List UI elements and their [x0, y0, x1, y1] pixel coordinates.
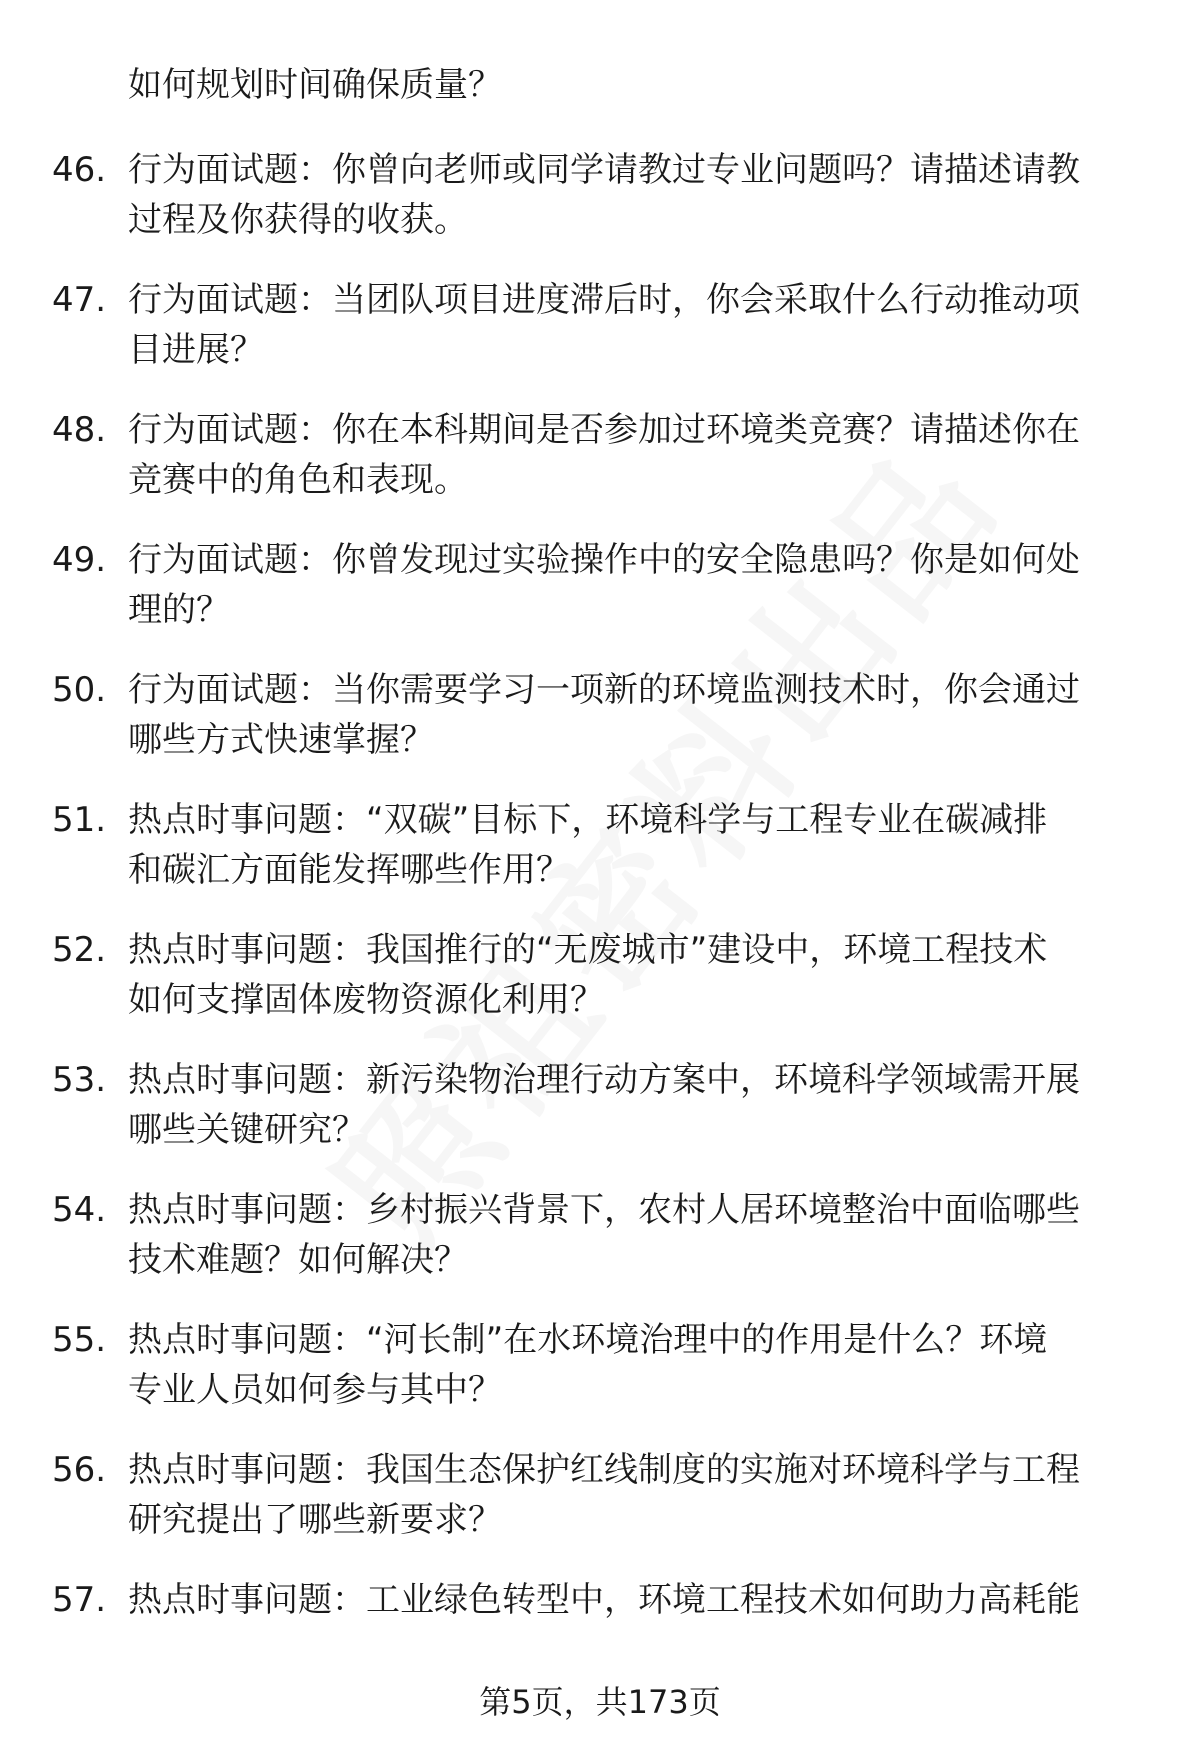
question-item [0, 405, 1200, 535]
question-text [128, 1445, 1133, 1575]
question-text [128, 275, 1133, 405]
question-text [128, 405, 1133, 535]
page-footer: 第5页，共173页 [479, 1683, 721, 1721]
question-item [0, 1445, 1200, 1575]
question-number: 57. [52, 1580, 107, 1620]
question-text-line: 和碳汇方面能发挥哪些作用？ [128, 850, 570, 890]
question-text [128, 145, 1133, 275]
question-text-line: 行为面试题：当团队项目进度滞后时，你会采取什么行动推动项 [128, 280, 1080, 320]
question-text-line: 热点时事问题：新污染物治理行动方案中，环境科学领域需开展 [128, 1060, 1080, 1100]
question-number: 53. [52, 1060, 107, 1100]
question-text [128, 665, 1133, 795]
question-text-line: 如何支撑固体废物资源化利用？ [128, 980, 604, 1020]
question-text [128, 1315, 1133, 1445]
question-text-line: 热点时事问题：工业绿色转型中，环境工程技术如何助力高耗能 [128, 1580, 1080, 1620]
question-text-line: 行为面试题：当你需要学习一项新的环境监测技术时，你会通过 [128, 670, 1080, 710]
question-text-line: 研究提出了哪些新要求？ [128, 1500, 502, 1540]
question-text-line: 行为面试题：你曾向老师或同学请教过专业问题吗？请描述请教 [128, 150, 1080, 190]
question-text-line: 专业人员如何参与其中？ [128, 1370, 502, 1410]
question-number: 46. [52, 150, 107, 190]
question-text [128, 925, 1133, 1055]
question-text-line: 热点时事问题：“双碳”目标下，环境科学与工程专业在碳减排 [128, 800, 1048, 840]
question-text-line: 目进展？ [128, 330, 264, 370]
question-text-line: 理的？ [128, 590, 230, 630]
question-text-line: 热点时事问题：我国生态保护红线制度的实施对环境科学与工程 [128, 1450, 1080, 1490]
question-text-line: 行为面试题：你曾发现过实验操作中的安全隐患吗？你是如何处 [128, 540, 1080, 580]
question-text-line: 热点时事问题：乡村振兴背景下，农村人居环境整治中面临哪些 [128, 1190, 1080, 1230]
question-text-line: 热点时事问题：“河长制”在水环境治理中的作用是什么？环境 [128, 1320, 1048, 1360]
question-text [128, 1185, 1133, 1315]
question-text [128, 535, 1133, 665]
question-item [0, 795, 1200, 925]
question-item [0, 665, 1200, 795]
question-number: 55. [52, 1320, 107, 1360]
question-number: 56. [52, 1450, 107, 1490]
question-number: 51. [52, 800, 107, 840]
question-number: 49. [52, 540, 107, 580]
question-text [128, 795, 1133, 925]
question-text-line: 热点时事问题：我国推行的“无废城市”建设中，环境工程技术 [128, 930, 1048, 970]
question-number: 48. [52, 410, 107, 450]
question-item [0, 1185, 1200, 1315]
question-number: 50. [52, 670, 107, 710]
question-item [0, 275, 1200, 405]
question-number: 54. [52, 1190, 107, 1230]
question-item [0, 145, 1200, 275]
question-text-line: 竞赛中的角色和表现。 [128, 460, 468, 500]
question-item [0, 925, 1200, 1055]
question-text-line: 哪些关键研究？ [128, 1110, 366, 1150]
question-text-line: 行为面试题：你在本科期间是否参加过环境类竞赛？请描述你在 [128, 410, 1080, 450]
question-text-line: 技术难题？如何解决？ [128, 1240, 468, 1280]
question-text [128, 1055, 1133, 1185]
question-list [0, 145, 1200, 1705]
question-item [0, 1315, 1200, 1445]
question-text-line: 哪些方式快速掌握？ [128, 720, 434, 760]
question-number: 52. [52, 930, 107, 970]
continuation-line: 如何规划时间确保质量？ [128, 65, 502, 105]
question-text-line: 过程及你获得的收获。 [128, 200, 468, 240]
question-item [0, 535, 1200, 665]
question-item [0, 1055, 1200, 1185]
question-number: 47. [52, 280, 107, 320]
